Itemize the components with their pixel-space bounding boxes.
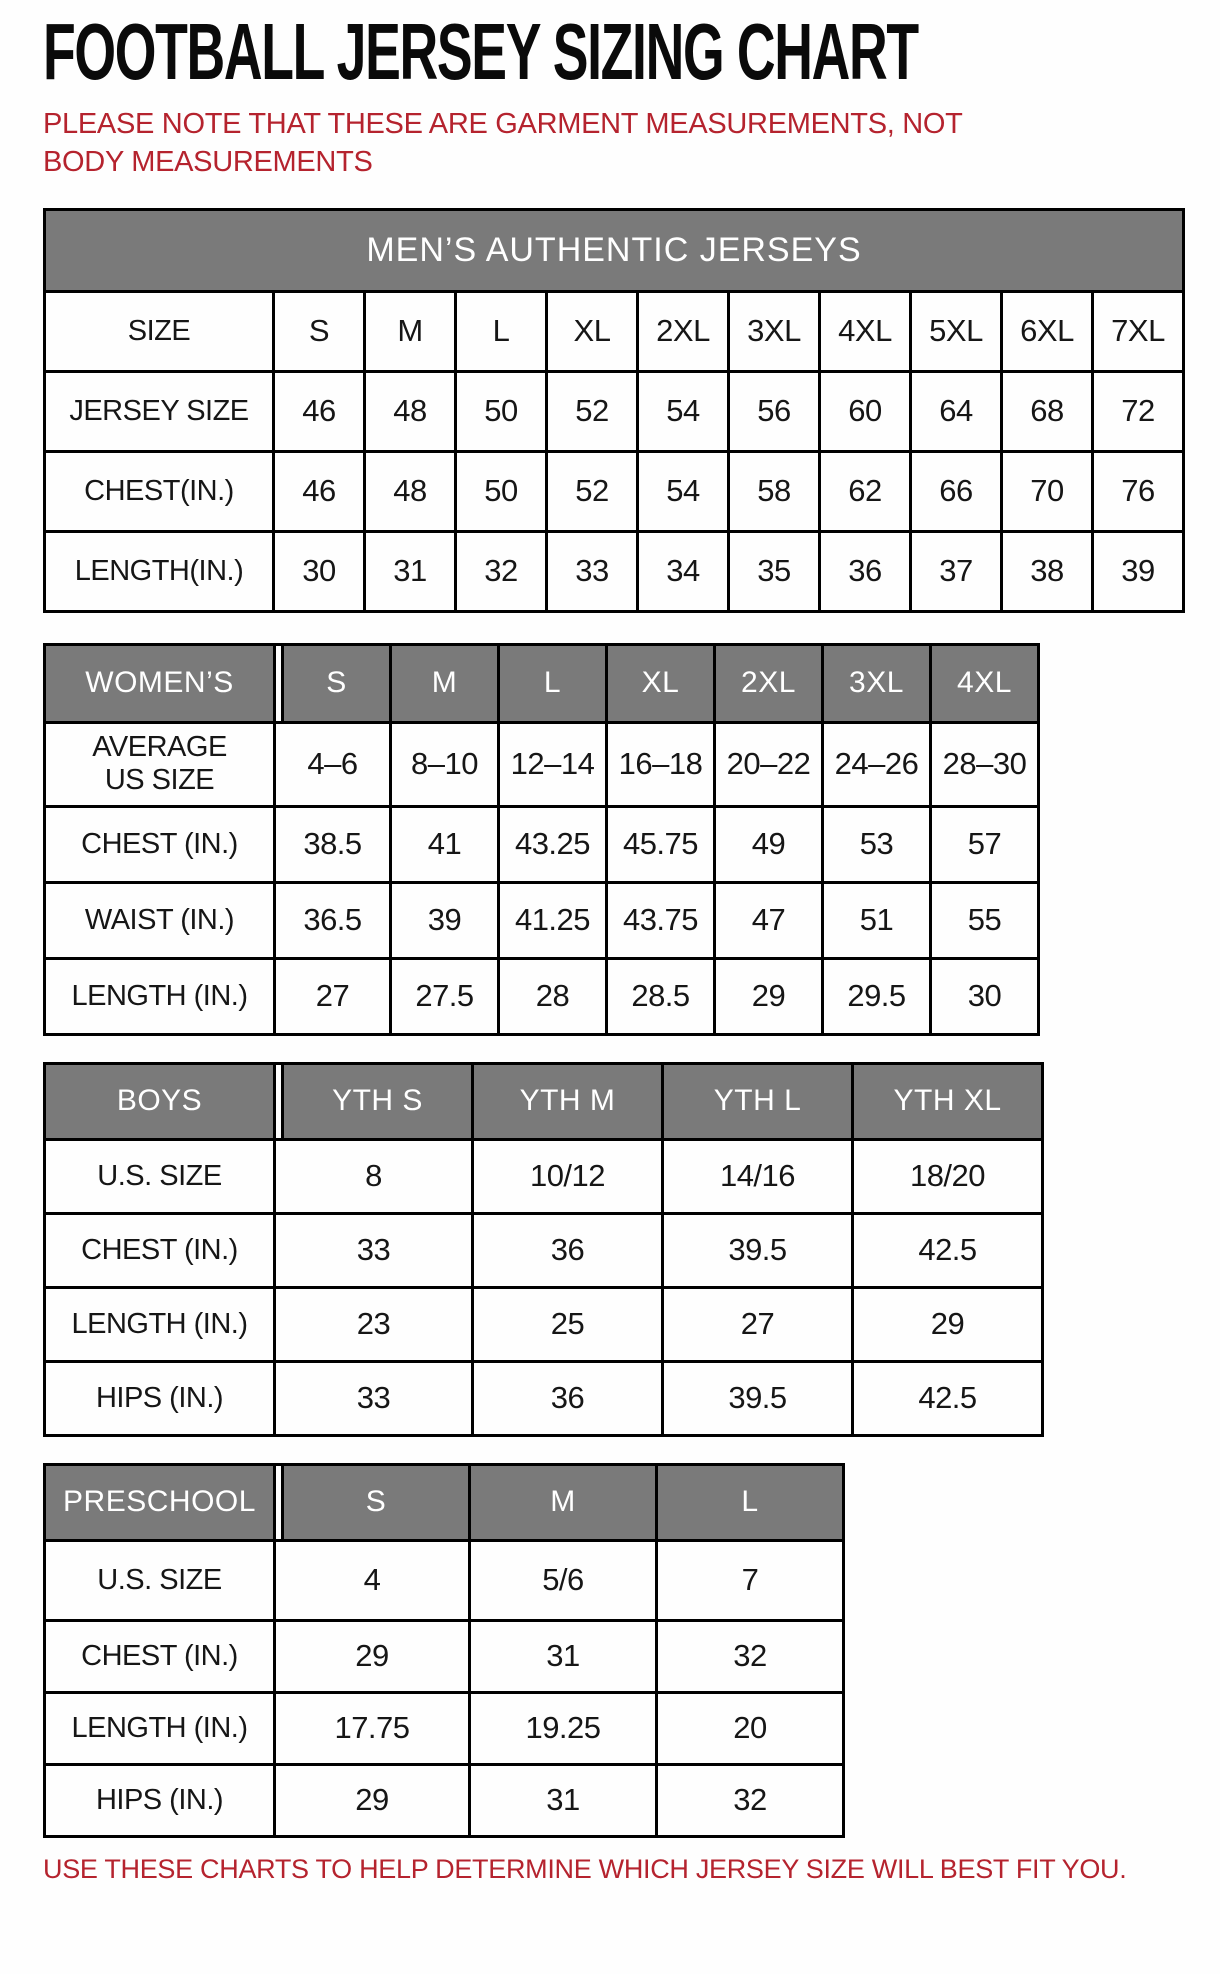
size-value-cell: 29 [715, 958, 823, 1034]
size-value-cell: 62 [820, 451, 911, 531]
size-value-cell: 70 [1002, 451, 1093, 531]
size-value-cell: 30 [274, 531, 365, 611]
size-value-cell: 2XL [638, 291, 729, 371]
row-label: WAIST (IN.) [45, 882, 275, 958]
boys-jerseys-table [43, 1062, 1044, 1437]
size-value-cell: 7XL [1093, 291, 1184, 371]
size-value-cell: 36 [820, 531, 911, 611]
size-value-cell: 4 [275, 1540, 470, 1620]
row-label: LENGTH(IN.) [45, 531, 274, 611]
size-value-cell: 25 [473, 1287, 663, 1361]
row-label: LENGTH (IN.) [45, 1692, 275, 1764]
size-value-cell: 10/12 [473, 1139, 663, 1213]
size-header-cell: S [283, 644, 391, 722]
size-value-cell: 42.5 [853, 1361, 1043, 1435]
size-value-cell: 8 [275, 1139, 473, 1213]
size-value-cell: 28.5 [607, 958, 715, 1034]
size-value-cell: 16–18 [607, 722, 715, 806]
row-label: U.S. SIZE [45, 1139, 275, 1213]
table-row [45, 1764, 844, 1836]
size-value-cell: 27 [663, 1287, 853, 1361]
size-value-cell: 24–26 [823, 722, 931, 806]
size-header-cell: S [283, 1464, 470, 1540]
table-row [45, 722, 1039, 806]
mens-authentic-jerseys-table [43, 208, 1185, 613]
table-row [45, 209, 1184, 291]
size-value-cell: S [274, 291, 365, 371]
table-header-label: BOYS [45, 1063, 275, 1139]
size-value-cell: 48 [365, 451, 456, 531]
size-value-cell: 27 [275, 958, 391, 1034]
size-value-cell: 51 [823, 882, 931, 958]
size-value-cell: 57 [931, 806, 1039, 882]
size-header-cell: 3XL [823, 644, 931, 722]
size-value-cell: 47 [715, 882, 823, 958]
header-spacer [275, 1464, 283, 1540]
size-value-cell: 33 [275, 1213, 473, 1287]
size-value-cell: 31 [470, 1764, 657, 1836]
row-label [45, 722, 275, 806]
preschool-jerseys-table [43, 1463, 845, 1838]
size-value-cell: 56 [729, 371, 820, 451]
size-value-cell: 36 [473, 1213, 663, 1287]
size-value-cell: 28–30 [931, 722, 1039, 806]
size-header-cell: L [657, 1464, 844, 1540]
garment-note-text: PLEASE NOTE THAT THESE ARE GARMENT MEASUREMENTS, NOT BODY MEASUREMENTS [43, 108, 963, 179]
size-header-cell: 2XL [715, 644, 823, 722]
size-value-cell: 58 [729, 451, 820, 531]
size-value-cell: 4–6 [275, 722, 391, 806]
size-value-cell: 6XL [1002, 291, 1093, 371]
table-row [45, 1139, 1043, 1213]
size-value-cell: 64 [911, 371, 1002, 451]
size-value-cell: 37 [911, 531, 1002, 611]
size-value-cell: 46 [274, 451, 365, 531]
table-header-label: WOMEN’S [45, 644, 275, 722]
size-value-cell: 31 [470, 1620, 657, 1692]
size-value-cell: 17.75 [275, 1692, 470, 1764]
table-row [45, 1213, 1043, 1287]
table-row [45, 958, 1039, 1034]
size-value-cell: 43.25 [499, 806, 607, 882]
size-value-cell: 54 [638, 371, 729, 451]
size-header-cell: 4XL [931, 644, 1039, 722]
size-value-cell: 48 [365, 371, 456, 451]
size-value-cell: 68 [1002, 371, 1093, 451]
size-value-cell: 54 [638, 451, 729, 531]
size-value-cell: 12–14 [499, 722, 607, 806]
size-value-cell: 20 [657, 1692, 844, 1764]
size-value-cell: 35 [729, 531, 820, 611]
size-value-cell: 23 [275, 1287, 473, 1361]
size-value-cell: 66 [911, 451, 1002, 531]
size-value-cell: 50 [456, 371, 547, 451]
size-value-cell: 28 [499, 958, 607, 1034]
size-value-cell: 7 [657, 1540, 844, 1620]
size-value-cell: 36.5 [275, 882, 391, 958]
table-row [45, 451, 1184, 531]
size-value-cell: 29.5 [823, 958, 931, 1034]
size-value-cell: 39.5 [663, 1361, 853, 1435]
size-value-cell: M [365, 291, 456, 371]
table-row [45, 1620, 844, 1692]
size-value-cell: 50 [456, 451, 547, 531]
size-value-cell: 55 [931, 882, 1039, 958]
table-header-label: PRESCHOOL [45, 1464, 275, 1540]
size-header-cell: L [499, 644, 607, 722]
size-value-cell: 72 [1093, 371, 1184, 451]
row-label: SIZE [45, 291, 274, 371]
size-value-cell: 43.75 [607, 882, 715, 958]
size-value-cell: 32 [456, 531, 547, 611]
size-value-cell: 39 [1093, 531, 1184, 611]
row-label-line: AVERAGE [92, 731, 227, 764]
size-value-cell: 14/16 [663, 1139, 853, 1213]
size-header-cell: M [391, 644, 499, 722]
row-label: CHEST (IN.) [45, 1213, 275, 1287]
size-value-cell: 32 [657, 1764, 844, 1836]
size-value-cell: 46 [274, 371, 365, 451]
size-value-cell: 31 [365, 531, 456, 611]
womens-jerseys-table [43, 643, 1040, 1036]
table-row [45, 1540, 844, 1620]
size-value-cell: 5XL [911, 291, 1002, 371]
size-value-cell: 30 [931, 958, 1039, 1034]
size-header-cell: YTH S [283, 1063, 473, 1139]
row-label: CHEST (IN.) [45, 806, 275, 882]
table-row [45, 371, 1184, 451]
table-row [45, 531, 1184, 611]
size-header-cell: YTH L [663, 1063, 853, 1139]
size-value-cell: 38 [1002, 531, 1093, 611]
size-value-cell: 41 [391, 806, 499, 882]
size-value-cell: XL [547, 291, 638, 371]
size-value-cell: 76 [1093, 451, 1184, 531]
size-value-cell: 36 [473, 1361, 663, 1435]
table-row [45, 1287, 1043, 1361]
size-value-cell: 38.5 [275, 806, 391, 882]
size-header-cell: YTH M [473, 1063, 663, 1139]
page-title: FOOTBALL JERSEY SIZING CHART [43, 7, 918, 96]
size-value-cell: 20–22 [715, 722, 823, 806]
size-value-cell: 60 [820, 371, 911, 451]
size-value-cell: 5/6 [470, 1540, 657, 1620]
size-value-cell: 29 [275, 1764, 470, 1836]
row-label: LENGTH (IN.) [45, 958, 275, 1034]
row-label-line: US SIZE [104, 764, 215, 797]
size-value-cell: 52 [547, 371, 638, 451]
size-value-cell: 29 [853, 1287, 1043, 1361]
row-label: LENGTH (IN.) [45, 1287, 275, 1361]
table-row [45, 1692, 844, 1764]
size-value-cell: 32 [657, 1620, 844, 1692]
row-label: HIPS (IN.) [45, 1361, 275, 1435]
size-value-cell: 39.5 [663, 1213, 853, 1287]
table-row [45, 1464, 844, 1540]
header-spacer [275, 644, 283, 722]
size-value-cell: 45.75 [607, 806, 715, 882]
row-label: HIPS (IN.) [45, 1764, 275, 1836]
size-value-cell: 8–10 [391, 722, 499, 806]
size-value-cell: 33 [275, 1361, 473, 1435]
size-header-cell: M [470, 1464, 657, 1540]
table-row [45, 882, 1039, 958]
size-value-cell: 53 [823, 806, 931, 882]
table-row [45, 1063, 1043, 1139]
table-row [45, 644, 1039, 722]
row-label: CHEST (IN.) [45, 1620, 275, 1692]
size-value-cell: L [456, 291, 547, 371]
header-spacer [275, 1063, 283, 1139]
size-value-cell: 33 [547, 531, 638, 611]
footer-note-text: USE THESE CHARTS TO HELP DETERMINE WHICH JERSEY SIZE WILL BEST FIT YOU. [43, 1853, 1127, 1884]
size-value-cell: 19.25 [470, 1692, 657, 1764]
row-label: U.S. SIZE [45, 1540, 275, 1620]
table-row [45, 806, 1039, 882]
size-value-cell: 52 [547, 451, 638, 531]
row-label: CHEST(IN.) [45, 451, 274, 531]
size-value-cell: 41.25 [499, 882, 607, 958]
size-header-cell: XL [607, 644, 715, 722]
size-value-cell: 3XL [729, 291, 820, 371]
size-value-cell: 49 [715, 806, 823, 882]
size-value-cell: 34 [638, 531, 729, 611]
size-value-cell: 29 [275, 1620, 470, 1692]
size-value-cell: 42.5 [853, 1213, 1043, 1287]
table-row [45, 1361, 1043, 1435]
size-header-cell: YTH XL [853, 1063, 1043, 1139]
size-value-cell: 27.5 [391, 958, 499, 1034]
size-value-cell: 39 [391, 882, 499, 958]
table-row [45, 291, 1184, 371]
row-label: JERSEY SIZE [45, 371, 274, 451]
size-value-cell: 18/20 [853, 1139, 1043, 1213]
mens-table-banner: MEN’S AUTHENTIC JERSEYS [45, 209, 1184, 291]
size-value-cell: 4XL [820, 291, 911, 371]
